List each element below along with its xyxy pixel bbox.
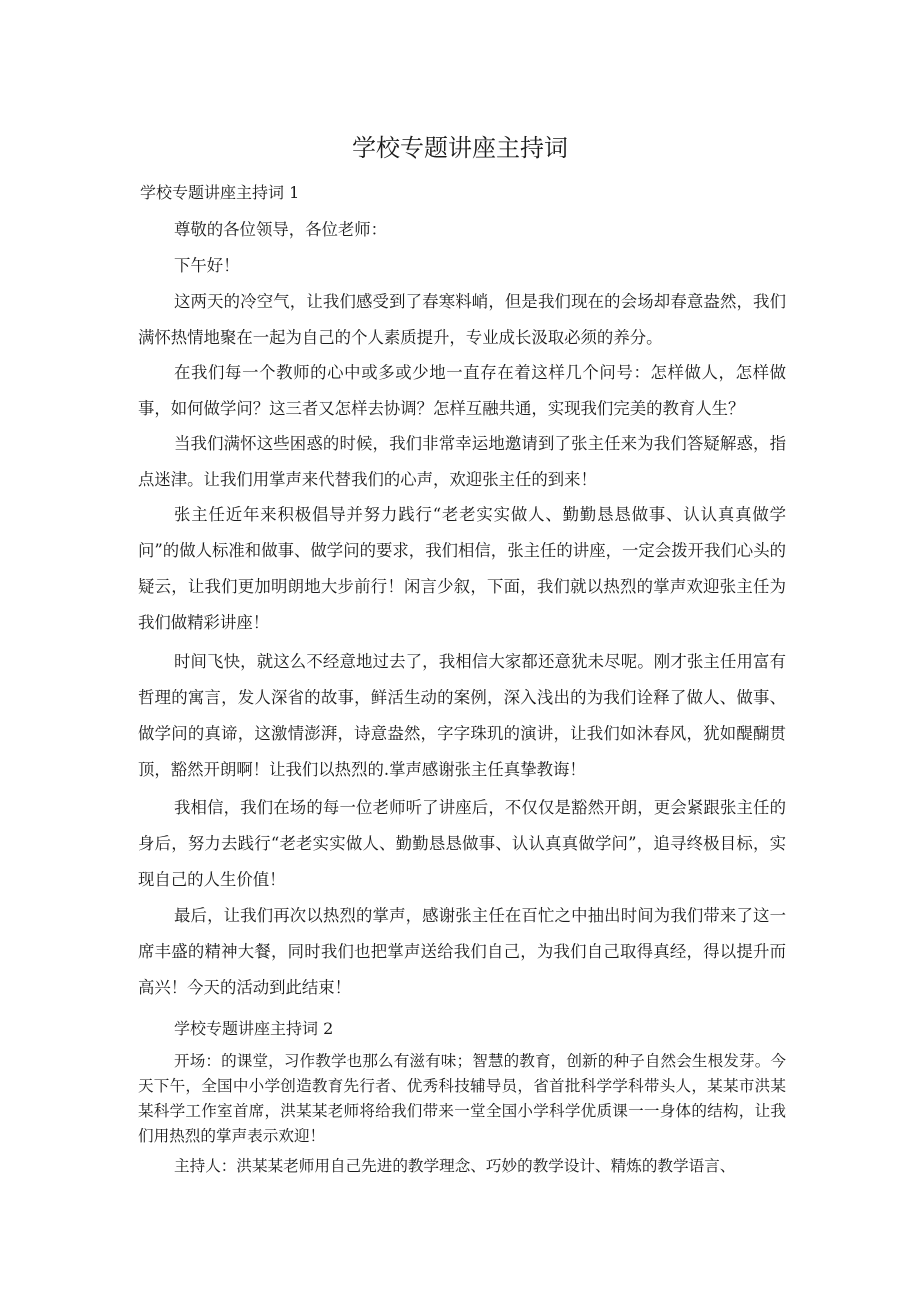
paragraph: 在我们每一个教师的心中或多或少地一直存在着这样几个问号：怎样做人，怎样做事，如何做学问？这三者又怎样去协调？怎样互融共通，实现我们完美的教育人生？: [138, 363, 786, 418]
paragraph: 张主任近年来积极倡导并努力践行“老老实实做人、勤勤恳恳做事、认认真真做学问”的做人标准和做事、做学问的要求，我们相信，张主任的讲座，一定会拨开我们心头的疑云，让我们更加明朗地大步前行！闲言少叙，下面，我们就以热烈的掌声欢迎张主任为我们做精彩讲座！: [138, 505, 786, 632]
section2-heading: 学校专题讲座主持词 2: [174, 1019, 334, 1038]
paragraph: 尊敬的各位领导，各位老师：: [174, 220, 388, 239]
paragraph: 当我们满怀这些困惑的时候，我们非常幸运地邀请到了张主任来为我们答疑解惑，指点迷津。让我们用掌声来代替我们的心声，欢迎张主任的到来！: [138, 434, 786, 489]
paragraph: 下午好！: [174, 256, 240, 275]
section1-heading: 学校专题讲座主持词 1: [140, 183, 300, 202]
document-title: 学校专题讲座主持词: [352, 134, 568, 162]
paragraph: 主持人：洪某某老师用自己先进的教学理念、巧妙的教学设计、精炼的教学语言、: [174, 1157, 736, 1175]
paragraph: 最后，让我们再次以热烈的掌声，感谢张主任在百忙之中抽出时间为我们带来了这一席丰盛的精神大餐，同时我们也把掌声送给我们自己，为我们自己取得真经，得以提升而高兴！今天的活动到此结束！: [138, 906, 786, 997]
paragraph: 这两天的冷空气，让我们感受到了春寒料峭，但是我们现在的会场却春意盎然，我们满怀热情地聚在一起为自己的个人素质提升，专业成长汲取必须的养分。: [138, 292, 786, 347]
paragraph: 时间飞快，就这么不经意地过去了，我相信大家都还意犹未尽呢。刚才张主任用富有哲理的寓言，发人深省的故事，鲜活生动的案例，深入浅出的为我们诠释了做人、做事、做学问的真谛，这激情澎湃，诗意盎然，字字珠玑的演讲，让我们如沐春风，犹如醍醐贯顶，豁然开朗啊！让我们以热烈的.掌声感谢张主任真挚教诲！: [138, 652, 786, 779]
paragraph: 开场：的课堂，习作教学也那么有滋有味；智慧的教育，创新的种子自然会生根发芽。今天下午，全国中小学创造教育先行者、优秀科技辅导员，省首批科学学科带头人，某某市洪某某科学工作室首席，洪某某老师将给我们带来一堂全国小学科学优质课一一身体的结构，让我们用热烈的掌声表示欢迎！: [138, 1052, 786, 1145]
paragraph: 我相信，我们在场的每一位老师听了讲座后，不仅仅是豁然开朗，更会紧跟张主任的身后，努力去践行“老老实实做人、勤勤恳恳做事、认认真真做学问”，追寻终极目标，实现自己的人生价值！: [138, 798, 786, 889]
